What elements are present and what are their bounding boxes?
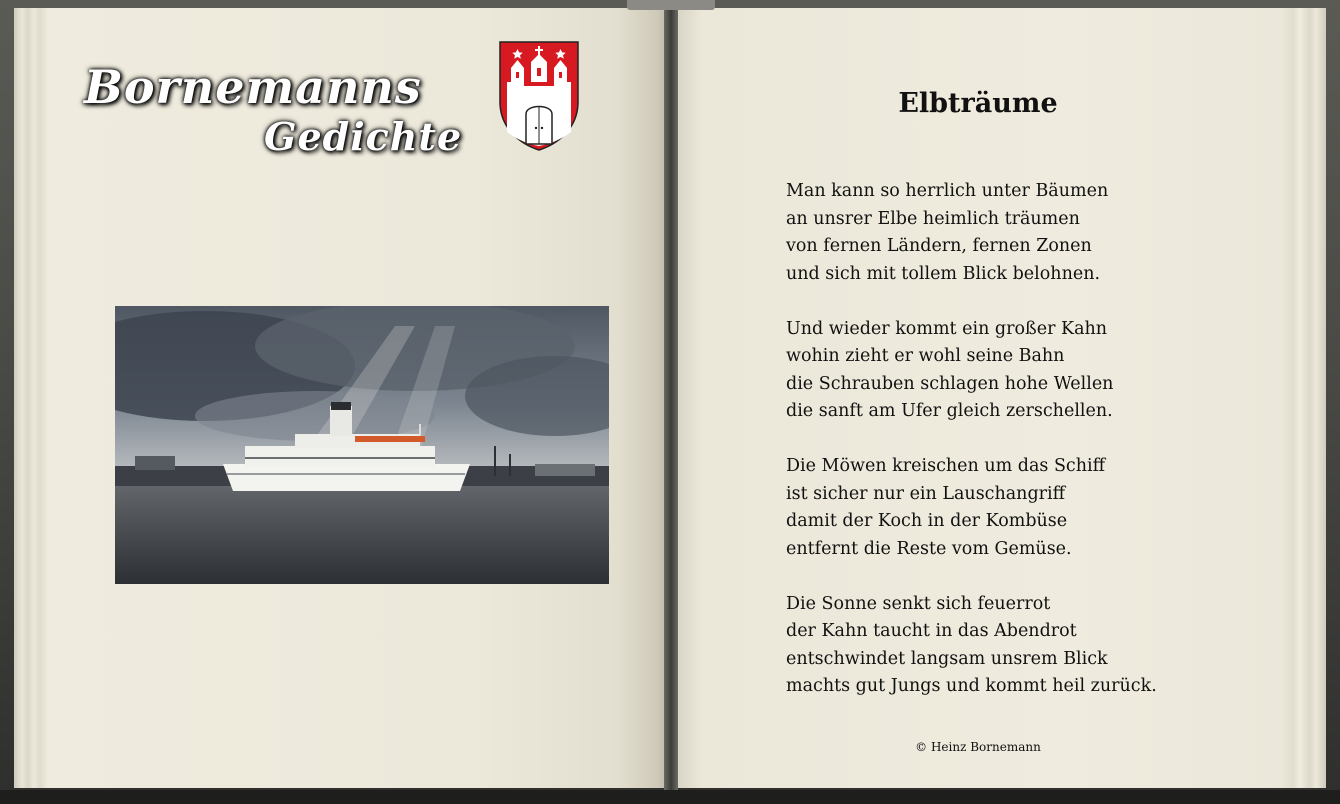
poem-line: Die Möwen kreischen um das Schiff xyxy=(786,456,1106,476)
poem-line: Man kann so herrlich unter Bäumen xyxy=(786,181,1109,201)
poem-line: entfernt die Reste vom Gemüse. xyxy=(786,538,1072,559)
poem-line: und sich mit tollem Blick belohnen. xyxy=(786,263,1101,284)
poem-line: ist sicher nur ein Lauschangriff xyxy=(786,483,1066,504)
bottom-edge xyxy=(0,790,1340,804)
poem-line: entschwindet langsam unsrem Blick xyxy=(786,648,1108,669)
poem-line: Und wieder kommt ein großer Kahn xyxy=(786,318,1108,339)
spine-clip xyxy=(627,0,715,10)
poem-line: die sanft am Ufer gleich zerschellen. xyxy=(786,401,1113,421)
stanza-1 xyxy=(786,178,1306,288)
stanza-2 xyxy=(786,316,1306,426)
logo-line-1: Bornemanns xyxy=(84,60,422,114)
poem-line: an unsrer Elbe heimlich träumen xyxy=(786,208,1080,229)
poem-line: Die Sonne senkt sich feuerrot xyxy=(786,593,1051,614)
copyright-notice: © Heinz Bornemann xyxy=(915,740,1041,754)
poem-line: wohin zieht er wohl seine Bahn xyxy=(786,346,1065,366)
poem-line: der Kahn taucht in das Abendrot xyxy=(786,621,1077,641)
stanza-3 xyxy=(786,453,1306,563)
stanza-4 xyxy=(786,591,1306,701)
poem-title: Elbträume xyxy=(898,88,1058,119)
logo-line-2: Gedichte xyxy=(264,114,463,159)
poem-line: von fernen Ländern, fernen Zonen xyxy=(786,236,1092,256)
site-logo[interactable] xyxy=(80,60,463,170)
poem-line: damit der Koch in der Kombüse xyxy=(786,511,1068,531)
hamburg-coat-of-arms-icon xyxy=(498,40,580,152)
poem-line: machts gut Jungs und kommt heil zurück. xyxy=(786,676,1157,696)
poem-text xyxy=(786,178,1306,728)
cruise-ship-photo xyxy=(115,306,609,584)
poem-line: die Schrauben schlagen hohe Wellen xyxy=(786,373,1114,394)
